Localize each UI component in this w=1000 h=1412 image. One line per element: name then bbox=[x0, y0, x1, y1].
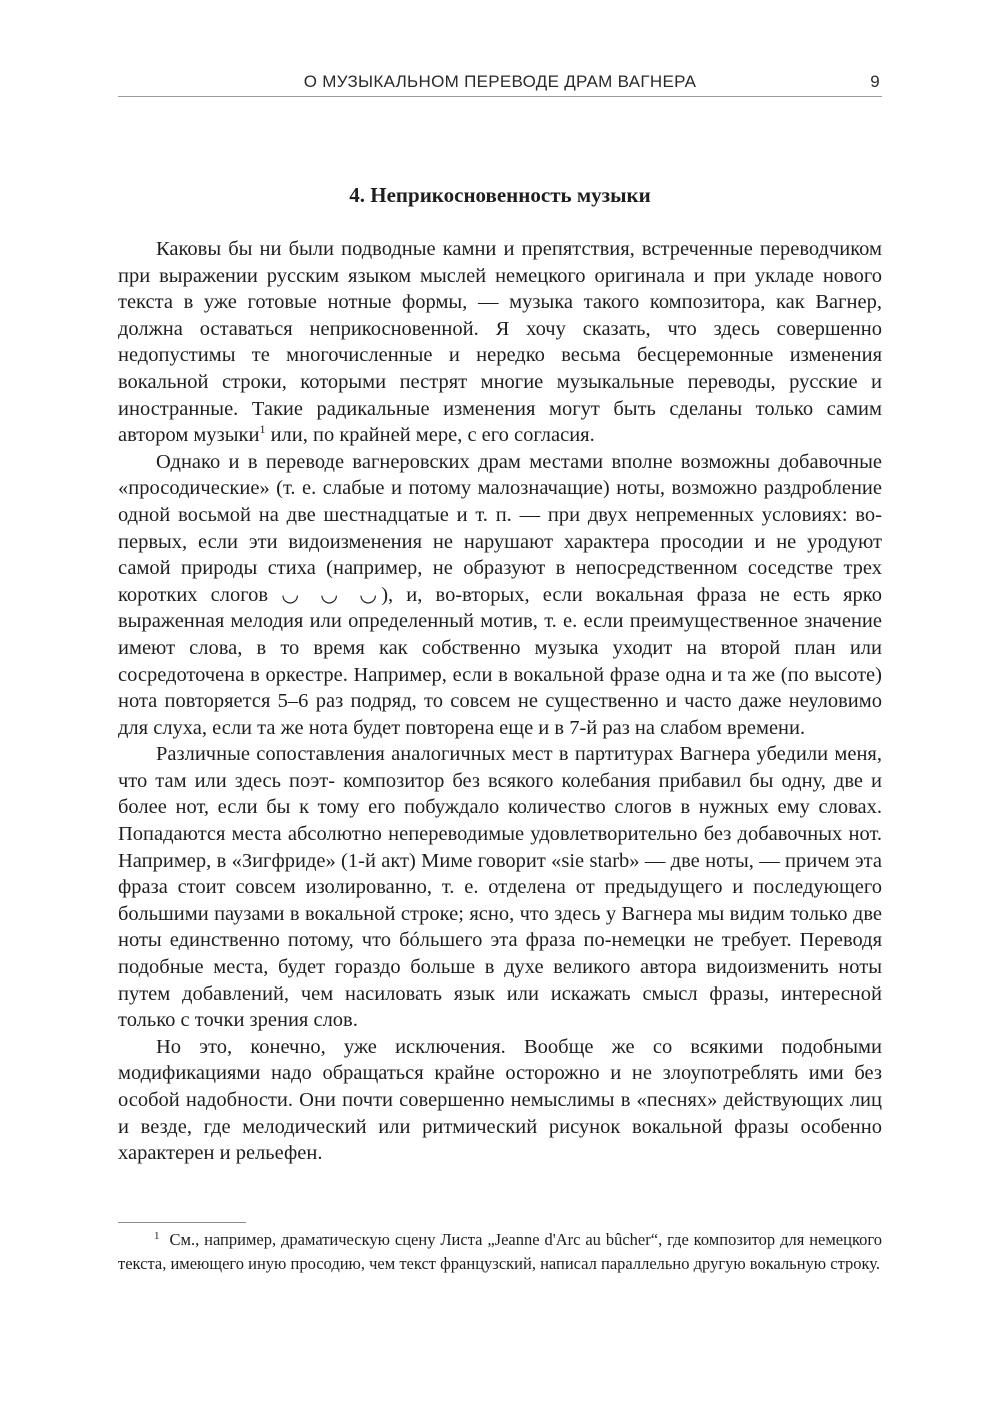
paragraph-1-text: Каковы бы ни были подводные камни и препятствия, встреченные переводчиком при выражении русским языком мыслей немецкого оригинала и при укладе нового текста в уже готовые нотные формы, — музыка такого композитора, как Вагнер, должна оставаться неприкосновенной. Я хочу сказать, что здесь совершенно недопустимы те многочисленные и нередко весьма бесцеремонные изменения вокальной строки, которыми пестрят многие музыкальные переводы, русские и иностранные. Такие радикальные изменения могут быть сделаны только самим автором музыки bbox=[118, 238, 882, 447]
footnote-text: См., например, драматическую сцену Листа „Jeanne d'Arc au bûcher“, где композитор для немецкого текста, имеющего иную просодию, чем текст французский, написал параллельно другую вокальную строку. bbox=[118, 1230, 882, 1273]
paragraph-2-text-end: ), и, во-вторых, если вокальная фраза не есть ярко выраженная мелодия или определенный мотив, т. е. если преимущественное значение имеют слова, в то время как собственно музыка уходит на второй план или сосредоточена в оркестре. Например, если в вокальной фразе одна и та же (по высоте) нота повторяется 5–6 раз подряд, то совсем не существенно и часто даже неуловимо для слуха, если та же нота будет повторена еще и в 7-й раз на слабом времени. bbox=[118, 583, 882, 739]
running-head bbox=[118, 70, 882, 97]
footnote-reference[interactable]: 1 bbox=[259, 422, 266, 437]
body-text bbox=[118, 236, 882, 1167]
running-title: О МУЗЫКАЛЬНОМ ПЕРЕВОДЕ ДРАМ ВАГНЕРА bbox=[303, 72, 697, 91]
footnote bbox=[118, 1228, 882, 1276]
section-heading: 4. Неприкосновенность музыки bbox=[349, 183, 651, 207]
paragraph-4: Но это, конечно, уже исключения. Вообще же со всякими подобными модификациями надо обращаться крайне осторожно и не злоупотреблять ими без особой надобности. Они почти совершенно немыслимы в «песнях» действующих лиц и везде, где мелодический или ритмический рисунок вокальной фразы особенно характерен и рельефен. bbox=[118, 1035, 882, 1165]
paragraph-1 bbox=[118, 236, 882, 449]
page-number: 9 bbox=[870, 72, 880, 91]
short-syllable-marks: ◡ ◡ ◡ bbox=[281, 583, 382, 606]
footnote-number: 1 bbox=[154, 1230, 160, 1242]
paragraph-1-text-end: или, по крайней мере, с его согласия. bbox=[265, 424, 595, 447]
paragraph-3: Различные сопоставления аналогичных мест в партитурах Вагнера убедили меня, что там или здесь поэт- композитор без всякого колебания прибавил бы одну, две и более нот, если бы к тому его побуждало количество слогов в нужных ему словах. Попадаются места абсолютно непереводимые удовлетворительно без добавочных нот. Например, в «Зигфриде» (1-й акт) Миме говорит «sie starb» — две ноты, — причем эта фраза стоит совсем изолированно, т. е. отделена от предыдущего и последующего большими паузами в вокальной строке; ясно, что здесь у Вагнера мы видим только две ноты единственно потому, что бóльшего эта фраза по-немецки не требует. Переводя подобные места, будет гораздо больше в духе великого автора видоизменить ноты путем добавлений, чем насиловать язык или искажать смысл фразы, интересной только с точки зрения слов. bbox=[118, 743, 882, 1032]
footnote-divider bbox=[118, 1222, 246, 1223]
paragraph-2-text: Однако и в переводе вагнеровских драм местами вполне возможны добавочные «просодические» (т. е. слабые и потому малозначащие) ноты, возможно раздробление одной восьмой на две шестнадцатые и т. п. — при двух непременных условиях: во-первых, если эти видоизменения не нарушают характера просодии и не уродуют самой природы стиха (например, не образуют в непосредственном соседстве трех коротких слогов bbox=[118, 450, 882, 606]
paragraph-2 bbox=[118, 449, 882, 742]
